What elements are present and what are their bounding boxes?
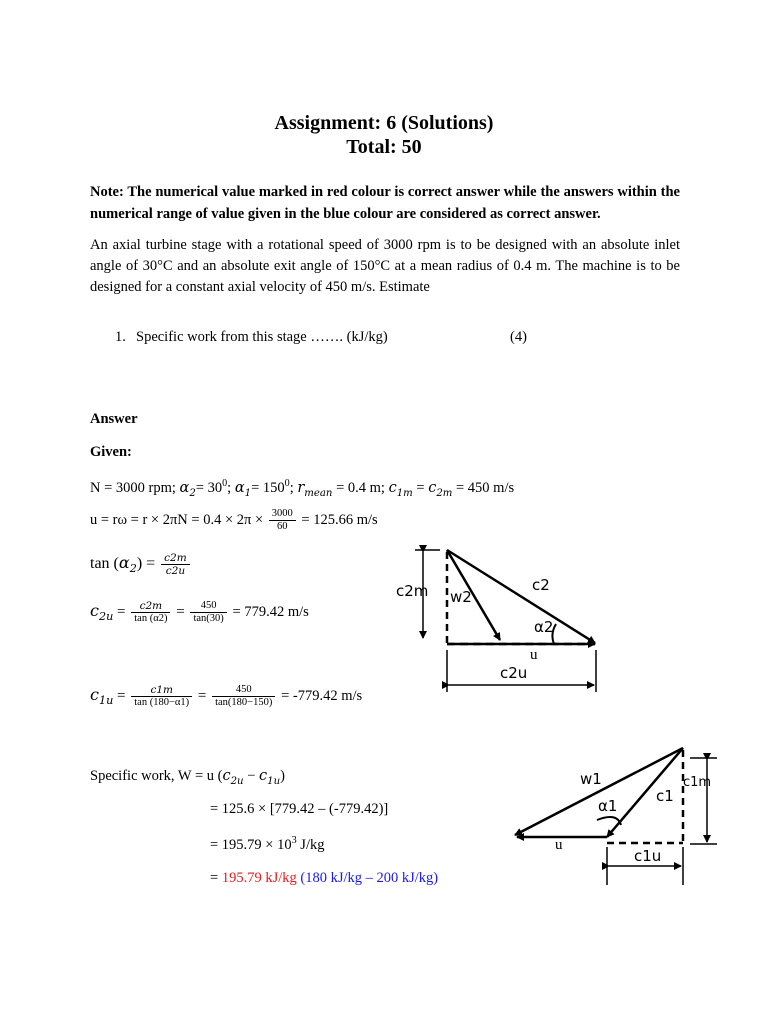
tan-equation: $\tan (\alpha_2)$ = $\frac{c2m}{c2u}$ [90, 552, 192, 577]
c1u-den2: tan(180−150) [215, 697, 273, 708]
blade-speed-equation [90, 508, 378, 533]
tan-fraction-den: c2u [165, 565, 186, 577]
u-fraction [269, 508, 296, 533]
given-heading: Given: [90, 444, 132, 460]
c1u-fraction-2 [212, 684, 275, 709]
question-number: 1. [115, 329, 126, 345]
answer-heading: Answer [90, 411, 138, 427]
label-c2: c2 [532, 576, 550, 594]
tan-fraction-num: c2m [161, 552, 190, 565]
given-speed: N = 3000 rpm; [90, 479, 176, 496]
inlet-velocity-triangle [505, 740, 725, 890]
question-text: Specific work from this stage ……. (kJ/kg) [136, 329, 388, 345]
given-radius: = 0.4 m; [336, 479, 385, 496]
work-close-paren: ) [280, 768, 285, 784]
label-w1: w1 [580, 770, 602, 788]
c1u-result: = -779.42 m/s [281, 687, 363, 704]
c1u-num1: c1m [131, 684, 192, 697]
tan-lhs: tan ( [90, 555, 119, 573]
given-axial-velocity: = 450 m/s [455, 479, 515, 496]
c2u-den2: tan(30) [193, 613, 224, 624]
label-u-exit: u [530, 647, 538, 663]
c2u-fraction-1 [131, 600, 170, 625]
c1u-equation: $c_{1u}$ = $\frac{c1m}{\tan (180-\alpha 1)}$ = $\frac{450}{\tan(180-150)}$ = -779.42 m/s [90, 684, 363, 708]
label-w2: w2 [450, 588, 472, 606]
given-deg-a1: 0 [284, 478, 290, 489]
label-alpha1: α1 [598, 797, 618, 815]
label-u-inlet: u [555, 837, 563, 853]
c2u-equation: $c_{2u}$ = $\frac{c2m}{\tan (\alpha 2)}$ = $\frac{450}{\tan(30)}$ = 779.42 m/s [90, 600, 309, 624]
c1u-den1: tan (180−α1) [134, 697, 190, 708]
note-paragraph: Note: The numerical value marked in red colour is correct answer while the answers within the numerical range of value given in the blue colour are considered as correct answer. [90, 184, 680, 222]
label-c1m: c1m [683, 775, 712, 790]
question-marks: (4) [510, 329, 527, 345]
work-line-1: Specific work, W = u $(c_{2u} - c_{1u})$ [90, 768, 285, 787]
total-marks: Total: 50 [346, 136, 422, 158]
c1u-num2: 450 [212, 684, 275, 697]
u-lhs: u = rω = r × 2πN = 0.4 × 2π × [90, 511, 264, 528]
c2u-num1: c2m [131, 600, 170, 613]
work-line-3-value: = 195.79 × 10 [210, 836, 292, 853]
u-fraction-den: 60 [277, 521, 288, 532]
label-alpha2: α2 [534, 618, 554, 636]
tan-fraction [161, 552, 190, 577]
given-values: N = 3000 rpm; $\alpha_2= 30^0$; $\alpha_1= 150^0$; $r_{mean} = 0.4$ m; $c_{1m} = c_{2m} = 450$ m/s [90, 478, 515, 499]
problem-statement: An axial turbine stage with a rotational speed of 3000 rpm is to be designed with an absolute inlet angle of 30°C and an absolute exit angle of 150°C at a mean radius of 0.4 m. The machine is to be designed for a constant axial velocity of 450 m/s. Estimate [90, 237, 680, 295]
label-c2m: c2m [396, 582, 429, 600]
work-line-4-eq: = [210, 870, 219, 886]
assignment-title: Assignment: 6 (Solutions) [274, 112, 494, 134]
u-rhs: = 125.66 m/s [301, 511, 378, 528]
given-alpha2: = 30 [195, 479, 223, 496]
work-line-4 [210, 870, 438, 887]
work-label: Specific work, W = u ( [90, 768, 223, 784]
c1u-fraction-1 [131, 684, 192, 709]
label-c1u: c1u [634, 847, 662, 865]
c2u-den1: tan (α2) [134, 613, 168, 624]
c2u-result: = 779.42 m/s [232, 603, 309, 620]
answer-range: (180 kJ/kg – 200 kJ/kg) [300, 870, 439, 886]
work-line-3 [210, 835, 324, 854]
given-deg-a2: 0 [222, 478, 228, 489]
work-line-3-exp: 3 [291, 835, 297, 846]
final-answer: 195.79 kJ/kg [221, 870, 297, 886]
label-c2u: c2u [500, 664, 528, 682]
label-c1: c1 [656, 787, 674, 805]
u-fraction-num: 3000 [269, 508, 296, 521]
work-line-3-unit: J/kg [296, 836, 325, 853]
given-alpha1: = 150 [251, 479, 285, 496]
c2u-fraction-2 [190, 600, 226, 625]
c2u-num2: 450 [190, 600, 226, 613]
work-line-2: = 125.6 × [779.42 – (-779.42)] [210, 801, 389, 817]
